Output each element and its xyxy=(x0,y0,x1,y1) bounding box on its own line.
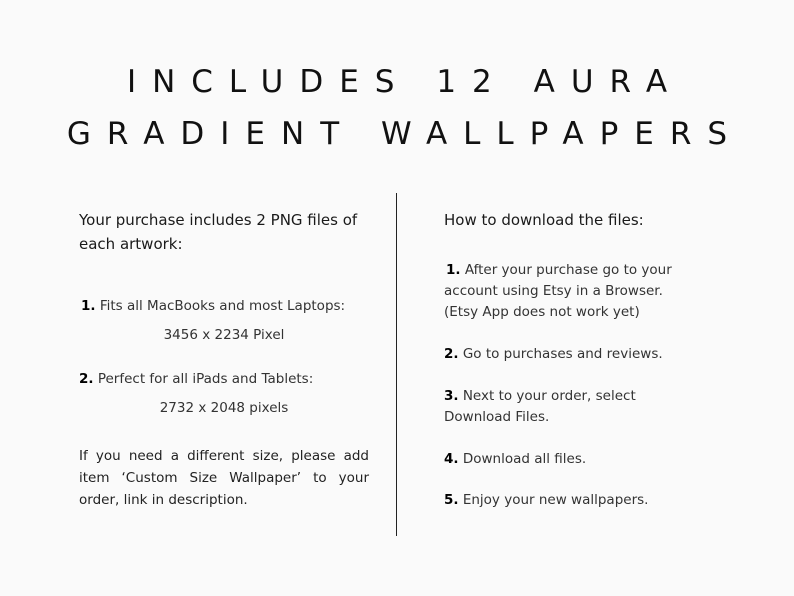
download-instructions-column xyxy=(444,208,734,508)
purchase-intro: Your purchase includes 2 PNG files of each artwork: xyxy=(79,211,358,253)
step-text-1: After your purchase go to your account using Etsy in a Browser. (Etsy App does not work yet) xyxy=(444,262,672,320)
spec-value-2: 2732 x 2048 pixels xyxy=(159,400,289,416)
title-line-1: INCLUDES 12 AURA xyxy=(126,64,684,100)
spec-text-2: Perfect for all iPads and Tablets: xyxy=(97,371,314,387)
step-text-4: Download all files. xyxy=(462,451,587,467)
spec-number-2: 2. xyxy=(79,371,94,387)
column-divider xyxy=(396,193,397,536)
spec-value-1: 3456 x 2234 Pixel xyxy=(163,327,285,343)
download-step-3 xyxy=(444,386,659,428)
download-heading: How to download the files: xyxy=(444,211,644,229)
step-number-1: 1. xyxy=(446,262,461,278)
spec-item-1 xyxy=(81,296,345,316)
spec-number-1: 1. xyxy=(81,298,96,314)
step-number-3: 3. xyxy=(444,388,459,404)
download-step-1 xyxy=(444,260,694,323)
step-number-5: 5. xyxy=(444,492,459,508)
step-text-5: Enjoy your new wallpapers. xyxy=(462,492,649,508)
custom-size-note: If you need a different size, please add item ‘Custom Size Wallpaper’ to your order, link in description. xyxy=(79,448,369,508)
title-line-2: GRADIENT WALLPAPERS xyxy=(66,116,744,152)
step-number-2: 2. xyxy=(444,346,459,362)
step-text-2: Go to purchases and reviews. xyxy=(462,346,663,362)
step-number-4: 4. xyxy=(444,451,459,467)
download-step-5 xyxy=(444,490,704,511)
page-title xyxy=(0,56,794,160)
step-text-3: Next to your order, select Download Files. xyxy=(444,388,636,425)
download-step-4 xyxy=(444,449,704,470)
spec-item-2 xyxy=(79,369,313,389)
spec-text-1: Fits all MacBooks and most Laptops: xyxy=(99,298,346,314)
download-step-2 xyxy=(444,344,704,365)
purchase-info-column xyxy=(79,208,369,508)
